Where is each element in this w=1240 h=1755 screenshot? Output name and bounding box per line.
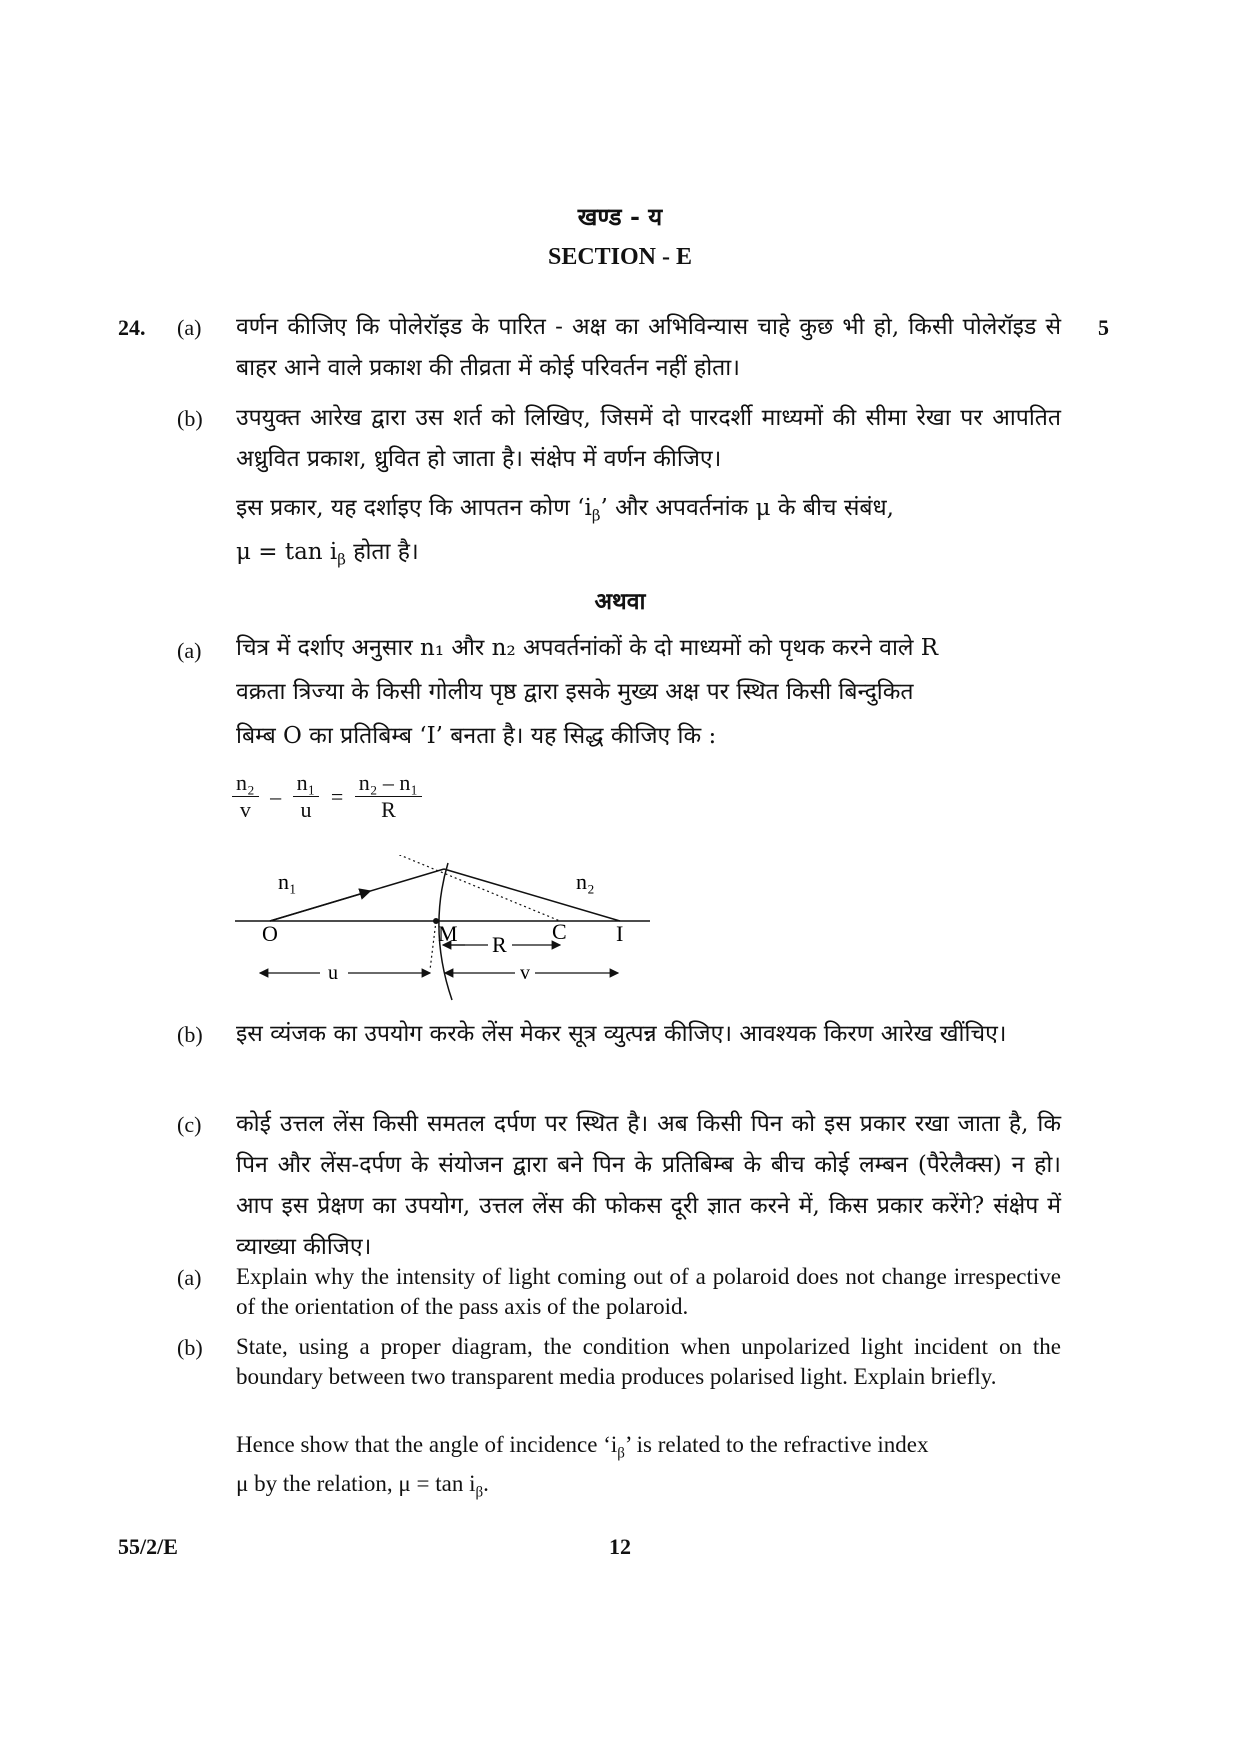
part-a-text-english: Explain why the intensity of light coming out of a polaroid does not change irrespective of the orientation of the pass axis of the polaroid. <box>236 1264 1061 1319</box>
refraction-formula: $\frac{\text{n₂}}{v}$ – $\frac{\text{n₁}}{u}$ = $\frac{\text{n₂ – n₁}}{R}$ <box>232 770 422 823</box>
part-b-text-hindi: उपयुक्त आरेख द्वारा उस शर्त को लिखिए, जिसमें दो पारदर्शी माध्यमों की सीमा रेखा पर आपतित अध्रुवित प्रकाश, ध्रुवित हो जाता है। संक्षेप में वर्णन कीजिए। <box>236 405 1061 472</box>
page-number: 12 <box>609 1534 631 1559</box>
part-b-text-english: State, using a proper diagram, the condition when unpolarized light incident on the boundary between two transparent media produces polarised light. Explain briefly. <box>236 1334 1061 1389</box>
label-R: R <box>492 932 507 957</box>
label-u: u <box>328 962 338 984</box>
or-part-c-label: (c) <box>177 1112 202 1137</box>
label-I: I <box>616 921 624 946</box>
question-marks: 5 <box>1098 315 1109 340</box>
or-part-b-label: (b) <box>177 1022 203 1047</box>
part-a-label-english: (a) <box>177 1265 202 1290</box>
part-b-hence-english: Hence show that the angle of incidence ‘$i_\beta$’ is related to the refractive index μ by the relation, $\mu = \tan i_\beta$. <box>236 1432 929 1501</box>
or-part-a-line1: चित्र में दर्शाए अनुसार n₁ और n₂ अपवर्तनांकों के दो माध्यमों को पृथक करने वाले R <box>236 635 939 661</box>
part-b-hence-hindi: इस प्रकार, यह दर्शाइए कि आपतन कोण ‘$i_\beta$’ और अपवर्तनांक μ के बीच संबंध, <box>236 495 894 525</box>
or-part-a-line2: वक्रता त्रिज्या के किसी गोलीय पृष्ठ द्वारा इसके मुख्य अक्ष पर स्थित किसी बिन्दुकित <box>236 679 914 705</box>
label-v: v <box>520 962 530 984</box>
part-b-relation-hindi: $\mu = \tan i_\beta$ होता है। <box>236 539 419 569</box>
or-part-a-line3: बिम्ब O का प्रतिबिम्ब ‘I’ बनता है। यह सिद्ध कीजिए कि : <box>236 723 717 749</box>
or-part-c-text: कोई उत्तल लेंस किसी समतल दर्पण पर स्थित है। अब किसी पिन को इस प्रकार रखा जाता है, कि पिन और लेंस-दर्पण के संयोजन द्वारा बने पिन के प्रतिबिम्ब के बीच कोई लम्बन (पैरेलैक्स) न हो। आप इस प्रेक्षण का उपयोग, उत्तल लेंस की फोकस दूरी ज्ञात करने में, किस प्रकार करेंगे? संक्षेप में व्याख्या कीजिए। <box>236 1111 1061 1260</box>
label-n2: n₂ <box>576 869 595 894</box>
part-b-label-hindi: (b) <box>177 406 203 431</box>
label-n1: n₁ <box>278 869 297 894</box>
label-C: C <box>552 919 567 944</box>
part-a-text-hindi: वर्णन कीजिए कि पोलेरॉइड के पारित - अक्ष का अभिविन्यास चाहे कुछ भी हो, किसी पोलेरॉइड से बाहर आने वाले प्रकाश की तीव्रता में कोई परिवर्तन नहीं होता। <box>236 314 1061 381</box>
section-title-english: SECTION - E <box>547 244 693 270</box>
section-title-hindi: खण्ड - य <box>577 202 663 231</box>
formula-term-3: $\frac{\text{n₂ – n₁}}{R}$ <box>355 770 422 823</box>
label-O: O <box>262 921 278 946</box>
part-b-label-english: (b) <box>177 1335 203 1360</box>
formula-term-2: $\frac{\text{n₁}}{u}$ <box>293 770 320 823</box>
pole-line <box>430 921 436 970</box>
formula-term-1: $\frac{\text{n₂}}{v}$ <box>232 770 259 823</box>
question-number: 24. <box>118 315 146 340</box>
or-part-a-label: (a) <box>177 638 202 663</box>
or-part-b-text: इस व्यंजक का उपयोग करके लेंस मेकर सूत्र व्युत्पन्न कीजिए। आवश्यक किरण आरेख खींचिए। <box>236 1021 1007 1047</box>
or-separator: अथवा <box>594 588 646 615</box>
refraction-diagram <box>230 855 660 1005</box>
paper-code: 55/2/E <box>118 1534 178 1559</box>
incident-ray-arrow <box>270 891 370 921</box>
label-M: M <box>438 921 458 946</box>
normal-line <box>390 855 560 921</box>
part-a-label-hindi: (a) <box>177 315 202 340</box>
